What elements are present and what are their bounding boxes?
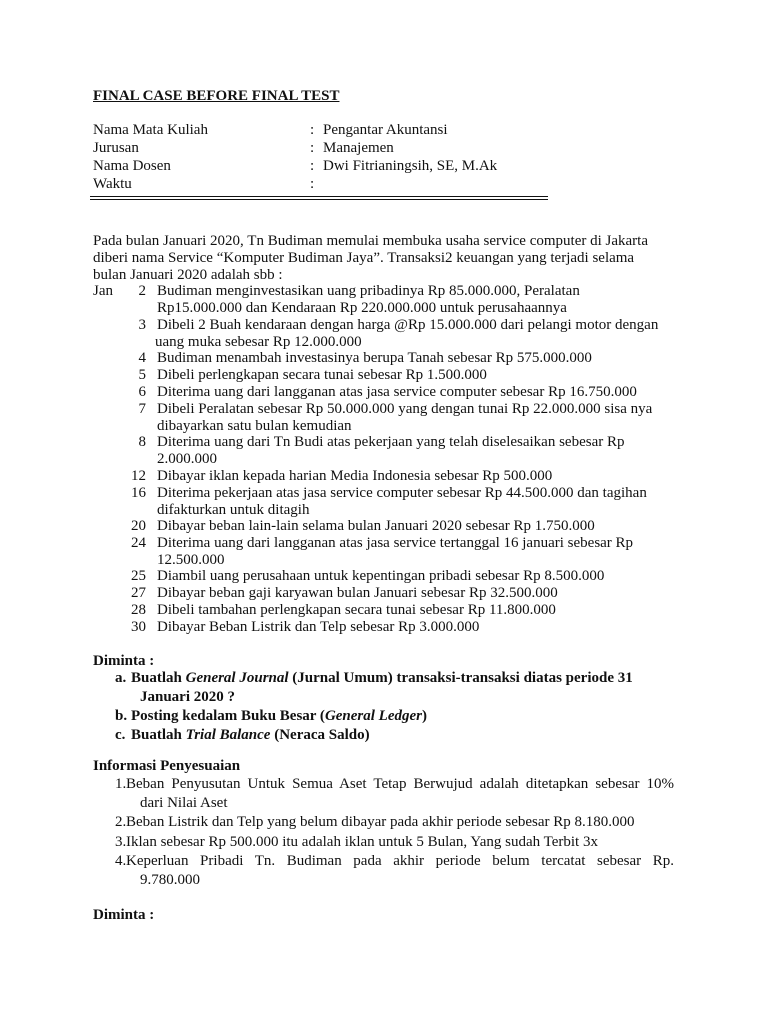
meta-colon: : bbox=[310, 140, 315, 156]
requirement-b-pre: Posting kedalam Buku Besar ( bbox=[131, 708, 325, 724]
header-rule-top bbox=[90, 196, 548, 197]
requirement-b bbox=[131, 708, 691, 725]
transaction-day: 3 bbox=[138, 317, 146, 333]
diminta-heading-2: Diminta : bbox=[93, 907, 155, 923]
intro-line-1: Pada bulan Januari 2020, Tn Budiman memulai membuka usaha service computer di Jakarta bbox=[93, 233, 648, 249]
meta-label-time: Waktu bbox=[93, 176, 132, 192]
transaction-text: Diambil uang perusahaan untuk kepentingan pribadi sebesar Rp 8.500.000 bbox=[157, 568, 605, 584]
transaction-text: Dibeli perlengkapan secara tunai sebesar Rp 1.500.000 bbox=[157, 367, 487, 383]
transaction-day: 28 bbox=[131, 602, 146, 618]
adjustment-text: Beban Penyusutan Untuk Semua Aset Tetap Berwujud adalah ditetapkan sebesar 10% bbox=[126, 776, 674, 792]
transaction-day: 4 bbox=[138, 350, 146, 366]
requirement-c-pre: Buatlah bbox=[131, 727, 186, 743]
adjustment-number: 3. bbox=[115, 834, 127, 850]
intro-line-2: diberi nama Service “Komputer Budiman Jaya”. Transaksi2 keuangan yang terjadi selama bbox=[93, 250, 635, 266]
adjustment-text: Beban Listrik dan Telp yang belum dibayar pada akhir periode sebesar Rp 8.180.000 bbox=[126, 814, 635, 830]
transaction-text: Diterima uang dari Tn Budi atas pekerjaan yang telah diselesaikan sebesar Rp bbox=[157, 434, 625, 450]
transaction-text: Dibayar beban gaji karyawan bulan Januari sebesar Rp 32.500.000 bbox=[157, 585, 558, 601]
requirement-a bbox=[131, 670, 691, 687]
transaction-text: Diterima uang dari langganan atas jasa service tertanggal 16 januari sebesar Rp bbox=[157, 535, 634, 551]
meta-value-course: Pengantar Akuntansi bbox=[323, 122, 448, 138]
intro-line-3: bulan Januari 2020 adalah sbb : bbox=[93, 267, 283, 283]
meta-colon: : bbox=[310, 158, 315, 174]
transaction-day: 12 bbox=[131, 468, 146, 484]
transaction-day: 20 bbox=[131, 518, 146, 534]
adjustment-text: dari Nilai Aset bbox=[140, 795, 228, 811]
transaction-day: 30 bbox=[131, 619, 146, 635]
transaction-text: Budiman menginvestasikan uang pribadinya Rp 85.000.000, Peralatan bbox=[157, 283, 580, 299]
meta-label-course: Nama Mata Kuliah bbox=[93, 122, 208, 138]
header-rule-bottom bbox=[90, 199, 548, 200]
meta-value-department: Manajemen bbox=[323, 140, 394, 156]
requirement-a-post: (Jurnal Umum) transaksi-transaksi diatas periode 31 bbox=[288, 670, 633, 686]
adjustment-number: 4. bbox=[115, 853, 127, 869]
transaction-text: Dibayar Beban Listrik dan Telp sebesar Rp 3.000.000 bbox=[157, 619, 480, 635]
transaction-day: 16 bbox=[131, 485, 146, 501]
transaction-day: 24 bbox=[131, 535, 146, 551]
adjustment-number: 1. bbox=[115, 776, 127, 792]
transaction-text: Budiman menambah investasinya berupa Tanah sebesar Rp 575.000.000 bbox=[157, 350, 592, 366]
transaction-day: 8 bbox=[138, 434, 146, 450]
transaction-text: Dibayar beban lain-lain selama bulan Januari 2020 sebesar Rp 1.750.000 bbox=[157, 518, 595, 534]
transaction-text: Dibayar iklan kepada harian Media Indonesia sebesar Rp 500.000 bbox=[157, 468, 553, 484]
transaction-text: Dibeli Peralatan sebesar Rp 50.000.000 yang dengan tunai Rp 22.000.000 sisa nya bbox=[157, 401, 653, 417]
transaction-text: difakturkan untuk ditagih bbox=[157, 502, 310, 518]
transaction-day: 25 bbox=[131, 568, 146, 584]
meta-colon: : bbox=[310, 176, 315, 192]
meta-label-department: Jurusan bbox=[93, 140, 139, 156]
requirement-c-post: (Neraca Saldo) bbox=[270, 727, 370, 743]
document-title: FINAL CASE BEFORE FINAL TEST bbox=[93, 88, 340, 104]
requirement-b-term: General Ledger bbox=[324, 708, 422, 724]
transaction-text: dibayarkan satu bulan kemudian bbox=[157, 418, 352, 434]
requirement-letter-b: b. bbox=[115, 708, 128, 724]
requirement-letter-c: c. bbox=[115, 727, 126, 743]
diminta-heading: Diminta : bbox=[93, 653, 155, 669]
adjustments-heading: Informasi Penyesuaian bbox=[93, 758, 241, 774]
meta-label-lecturer: Nama Dosen bbox=[93, 158, 171, 174]
adjustment-text: Iklan sebesar Rp 500.000 itu adalah iklan untuk 5 Bulan, Yang sudah Terbit 3x bbox=[126, 834, 598, 850]
requirement-b-post: ) bbox=[422, 708, 427, 724]
transaction-day: 7 bbox=[138, 401, 146, 417]
meta-colon: : bbox=[310, 122, 315, 138]
requirement-a-line2: Januari 2020 ? bbox=[140, 689, 236, 705]
requirement-a-pre: Buatlah bbox=[131, 670, 186, 686]
transaction-text: Dibeli tambahan perlengkapan secara tunai sebesar Rp 11.800.000 bbox=[157, 602, 556, 618]
transaction-text: 2.000.000 bbox=[157, 451, 217, 467]
transaction-text: uang muka sebesar Rp 12.000.000 bbox=[155, 334, 362, 350]
transaction-day: 5 bbox=[138, 367, 146, 383]
adjustment-number: 2. bbox=[115, 814, 127, 830]
transaction-day: 6 bbox=[138, 384, 146, 400]
requirement-a-term: General Journal bbox=[185, 670, 289, 686]
transaction-text: Diterima pekerjaan atas jasa service computer sebesar Rp 44.500.000 dan tagihan bbox=[157, 485, 647, 501]
transaction-text: 12.500.000 bbox=[157, 552, 225, 568]
transaction-day: 2 bbox=[138, 283, 146, 299]
transaction-day: 27 bbox=[131, 585, 146, 601]
meta-value-lecturer: Dwi Fitrianingsih, SE, M.Ak bbox=[323, 158, 498, 174]
month-label: Jan bbox=[93, 283, 113, 299]
transaction-text: Rp15.000.000 dan Kendaraan Rp 220.000.000 untuk perusahaannya bbox=[157, 300, 567, 316]
requirement-c bbox=[131, 727, 691, 744]
requirement-c-term: Trial Balance bbox=[185, 727, 271, 743]
transaction-text: Dibeli 2 Buah kendaraan dengan harga @Rp 15.000.000 dari pelangi motor dengan bbox=[157, 317, 659, 333]
adjustment-text: 9.780.000 bbox=[140, 872, 200, 888]
adjustment-text: Keperluan Pribadi Tn. Budiman pada akhir periode belum tercatat sebesar Rp. bbox=[126, 853, 674, 869]
requirement-letter-a: a. bbox=[115, 670, 127, 686]
transaction-text: Diterima uang dari langganan atas jasa service computer sebesar Rp 16.750.000 bbox=[157, 384, 637, 400]
